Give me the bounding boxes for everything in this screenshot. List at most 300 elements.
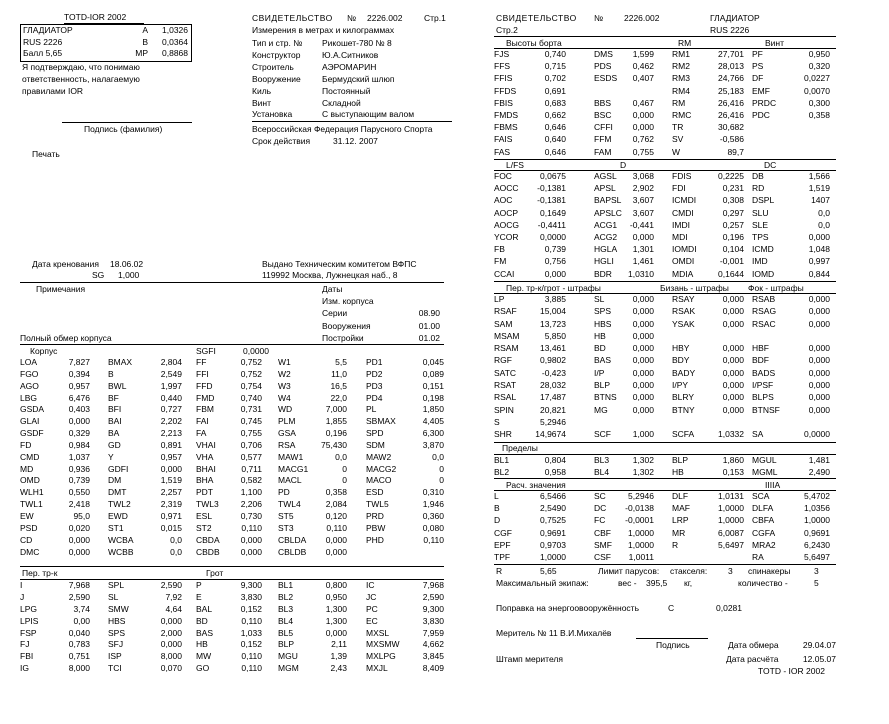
- param-code: BL3: [594, 455, 610, 465]
- measurer-name: Меритель № 11 В.И.Михалёв: [496, 628, 612, 638]
- param-value: 7,000: [325, 404, 347, 415]
- param-code: FC: [594, 515, 606, 526]
- param-value: 1,0000: [718, 515, 744, 526]
- r-row-item: 3: [728, 566, 733, 576]
- param-value: 1,0131: [718, 491, 744, 501]
- param-value: -0,4411: [537, 219, 566, 230]
- param-code: BBS: [594, 97, 612, 108]
- param-code: EW: [20, 510, 34, 521]
- param-code: SMF: [594, 539, 612, 550]
- param-value: 0,000: [632, 318, 654, 329]
- param-value: 15,004: [540, 306, 566, 317]
- param-value: 0,745: [240, 416, 262, 427]
- param-code: TWL4: [278, 499, 301, 510]
- param-code: JC: [366, 591, 377, 602]
- measurer-sign-line: [636, 638, 708, 639]
- param-code: Y: [108, 451, 114, 462]
- param-code: MXJL: [366, 663, 388, 674]
- param-code: I/P: [594, 367, 605, 378]
- param-value: 2,084: [325, 499, 347, 510]
- careen-label: Дата кренования: [32, 259, 99, 269]
- param-code: FFD: [196, 380, 213, 391]
- param-code: HB: [672, 466, 684, 477]
- param-value: 0,198: [422, 392, 444, 403]
- param-code: I/PSF: [752, 380, 774, 391]
- param-value: 0,958: [544, 466, 566, 477]
- info-value: С выступающим валом: [322, 109, 415, 120]
- box-code: A: [142, 25, 148, 35]
- param-code: BFI: [108, 404, 122, 415]
- sg-value: 1,000: [118, 270, 140, 280]
- param-code: BADS: [752, 367, 776, 378]
- param-value: 0,755: [632, 146, 654, 157]
- param-code: MACG1: [278, 463, 309, 474]
- param-value: 0,000: [722, 355, 744, 366]
- param-code: FMD: [196, 392, 215, 403]
- param-value: 0,000: [808, 392, 830, 403]
- param-code: MXSL: [366, 627, 390, 638]
- param-value: 0,646: [544, 122, 566, 133]
- param-value: 1,302: [632, 455, 654, 465]
- param-value: 13,723: [540, 318, 566, 329]
- param-code: CBDA: [196, 534, 220, 545]
- date-value: 08.90: [418, 308, 440, 318]
- param-code: FFIS: [494, 73, 513, 84]
- param-code: MACL: [278, 475, 302, 486]
- sgfi-label: SGFI: [196, 346, 216, 356]
- param-value: 0,000: [808, 231, 830, 242]
- param-value: 0,844: [808, 268, 830, 279]
- d-label: D: [620, 160, 627, 170]
- param-code: LP: [494, 294, 505, 304]
- param-value: 2,804: [160, 357, 182, 367]
- param-code: IMDI: [672, 219, 690, 230]
- param-code: CGF: [494, 527, 512, 538]
- param-value: 0,151: [422, 380, 444, 391]
- param-value: 1,300: [325, 603, 347, 614]
- param-code: BL4: [278, 615, 294, 626]
- param-code: DF: [752, 73, 764, 84]
- param-value: 0,984: [68, 439, 90, 450]
- full-measure-label: Полный обмер корпуса: [20, 333, 112, 343]
- param-code: MAW2: [366, 451, 392, 462]
- param-value: 0,971: [160, 510, 182, 521]
- param-value: 0,702: [544, 73, 566, 84]
- param-code: FFI: [196, 368, 209, 379]
- param-code: AOCG: [494, 219, 520, 230]
- param-value: 26,416: [718, 97, 744, 108]
- param-code: PD1: [366, 357, 383, 367]
- param-value: 1,599: [632, 49, 654, 59]
- param-value: 0,9691: [804, 527, 830, 538]
- param-value: 7,959: [422, 627, 444, 638]
- param-value: 0,727: [160, 404, 182, 415]
- date-label: Серии: [322, 308, 348, 318]
- param-value: 1,100: [240, 487, 262, 498]
- param-code: LOA: [20, 357, 38, 367]
- info-value: Ю.А.Ситников: [322, 49, 379, 60]
- grot-label: Грот: [206, 568, 224, 578]
- param-code: GSDA: [20, 404, 45, 415]
- param-value: 0,000: [325, 627, 347, 638]
- param-code: FAIS: [494, 134, 513, 145]
- param-value: 0,950: [808, 49, 830, 59]
- param-code: RSAM: [494, 343, 519, 354]
- pen-head-3: Фок - штрафы: [748, 283, 804, 293]
- param-code: DMS: [594, 49, 613, 59]
- param-value: 1,000: [632, 429, 654, 440]
- param-value: 1,0000: [718, 503, 744, 514]
- param-value: 0,646: [544, 146, 566, 157]
- param-value: 0,739: [544, 244, 566, 255]
- param-code: R: [672, 539, 679, 550]
- param-code: W1: [278, 357, 291, 367]
- issuer-address: 119992 Москва, Лужнецкая наб., 8: [262, 270, 398, 280]
- param-value: 0,000: [632, 109, 654, 120]
- param-value: 3,607: [632, 195, 654, 206]
- param-code: BADY: [672, 367, 696, 378]
- param-value: 0,110: [423, 534, 444, 545]
- param-code: SDM: [366, 439, 385, 450]
- param-value: 0,000: [808, 404, 830, 415]
- param-value: 0,467: [632, 97, 654, 108]
- param-code: BL5: [278, 627, 294, 638]
- param-code: DLF: [672, 491, 689, 501]
- param-value: 25,183: [718, 85, 744, 96]
- param-value: 0: [439, 463, 444, 474]
- param-value: 11,0: [331, 368, 347, 379]
- calc-label: Расч. значения: [506, 480, 566, 490]
- pen-head-2: Бизань - штрафы: [660, 283, 729, 293]
- param-value: 0,462: [632, 61, 654, 72]
- param-code: AGSL: [594, 171, 617, 181]
- param-code: MXSMW: [366, 639, 400, 650]
- param-value: 1,048: [808, 244, 830, 255]
- param-code: B: [108, 368, 114, 379]
- pledge-line: правилами IOR: [22, 86, 84, 96]
- param-value: 0,000: [160, 615, 182, 626]
- param-code: PLM: [278, 416, 296, 427]
- param-value: 0: [439, 475, 444, 486]
- param-value: 0,358: [808, 109, 830, 120]
- param-value: 1,997: [160, 380, 182, 391]
- param-value: 3,830: [422, 615, 444, 626]
- info-value: Бермудский шлюп: [322, 73, 395, 84]
- param-code: FF: [196, 357, 207, 367]
- param-value: 2,902: [632, 183, 654, 194]
- param-code: RA: [752, 551, 764, 562]
- stamp-label: Штамп мерителя: [496, 654, 563, 664]
- param-code: ISP: [108, 651, 122, 662]
- param-code: APSL: [594, 183, 616, 194]
- param-value: 1,0011: [628, 551, 654, 562]
- signature-line: [62, 122, 192, 123]
- param-value: 0,740: [544, 49, 566, 59]
- param-code: BL2: [278, 591, 294, 602]
- param-code: RM: [672, 97, 686, 108]
- param-value: 0,152: [240, 639, 262, 650]
- energy-label: Поправка на энергоовооружённость: [496, 603, 639, 613]
- param-value: 13,461: [540, 343, 566, 354]
- param-value: 1,301: [632, 244, 654, 255]
- calc-divider: [494, 478, 836, 479]
- param-code: ACG1: [594, 219, 618, 230]
- param-code: FSP: [20, 627, 37, 638]
- param-value: 1,0332: [718, 429, 744, 440]
- valid-label: Срок действия: [252, 136, 311, 146]
- param-value: 0,320: [808, 61, 830, 72]
- param-value: 0,730: [240, 510, 262, 521]
- param-code: BMAX: [108, 357, 133, 367]
- info-label: Вооружение: [252, 73, 301, 84]
- param-code: BD: [594, 343, 606, 354]
- param-value: 8,409: [422, 663, 444, 674]
- param-value: 0,000: [722, 343, 744, 354]
- param-value: 7,827: [68, 357, 90, 367]
- param-value: 1,300: [325, 615, 347, 626]
- param-code: BWL: [108, 380, 127, 391]
- param-code: SLE: [752, 219, 769, 230]
- param-code: RSA: [278, 439, 296, 450]
- param-code: SATC: [494, 367, 517, 378]
- param-value: 2,418: [68, 499, 90, 510]
- param-value: -0,1381: [537, 195, 566, 206]
- param-code: W4: [278, 392, 291, 403]
- param-value: -0,586: [719, 134, 744, 145]
- param-value: 0,045: [422, 357, 444, 367]
- param-value: 0,000: [68, 546, 90, 557]
- param-value: 0,000: [632, 392, 654, 403]
- param-value: 24,766: [718, 73, 744, 84]
- param-code: BL1: [278, 580, 294, 590]
- param-code: RM4: [672, 85, 690, 96]
- param-value: 0,394: [68, 368, 90, 379]
- param-value: 0,755: [240, 428, 262, 439]
- param-value: 0,550: [68, 487, 90, 498]
- param-code: SL: [594, 294, 605, 304]
- param-value: 0,0: [335, 451, 347, 462]
- param-value: 27,701: [718, 49, 744, 59]
- pen-head-1: Пер. тр-к/грот - штрафы: [506, 283, 601, 293]
- cert-number: 2226.002: [367, 13, 403, 23]
- crew-row-item: 5: [814, 578, 819, 588]
- param-value: 2,000: [160, 627, 182, 638]
- param-code: RSAB: [752, 294, 776, 304]
- param-value: 0,000: [68, 416, 90, 427]
- param-code: PL: [366, 404, 377, 415]
- param-value: 0,000: [632, 380, 654, 391]
- param-code: PC: [366, 603, 378, 614]
- param-value: 0,110: [241, 651, 262, 662]
- param-value: 0,2225: [718, 171, 744, 181]
- r-row-item: стакселя:: [670, 566, 708, 576]
- param-value: 2,549: [160, 368, 182, 379]
- param-value: 2,213: [160, 428, 182, 439]
- param-code: HBF: [752, 343, 769, 354]
- param-code: RSAT: [494, 380, 517, 391]
- info-label: Конструктор: [252, 49, 301, 60]
- param-value: 0,407: [632, 73, 654, 84]
- calc-date-label: Дата расчёта: [726, 654, 779, 664]
- param-code: IG: [20, 663, 29, 674]
- param-code: MGML: [752, 466, 778, 477]
- param-value: 6,5466: [540, 491, 566, 501]
- param-code: ST5: [278, 510, 294, 521]
- param-code: EMF: [752, 85, 770, 96]
- param-value: 0,706: [240, 439, 262, 450]
- param-value: 5,4702: [804, 491, 830, 501]
- r-row-item: 3: [814, 566, 819, 576]
- param-code: DMT: [108, 487, 127, 498]
- param-value: 0,196: [722, 231, 744, 242]
- param-value: -0,0138: [625, 503, 654, 514]
- param-value: 0: [342, 463, 347, 474]
- param-value: 0,089: [422, 368, 444, 379]
- param-code: WD: [278, 404, 293, 415]
- param-code: RSAF: [494, 306, 517, 317]
- r-row-item: R: [496, 566, 503, 576]
- param-code: CCAI: [494, 268, 515, 279]
- param-code: MSAM: [494, 330, 520, 341]
- param-value: 1,0000: [804, 515, 830, 526]
- param-value: 6,476: [68, 392, 90, 403]
- param-code: TR: [672, 122, 684, 133]
- param-value: 2,11: [331, 639, 347, 650]
- param-code: AGO: [20, 380, 39, 391]
- param-value: 2,590: [422, 591, 444, 602]
- param-value: 0,000: [722, 367, 744, 378]
- param-code: SA: [752, 429, 764, 440]
- param-code: S: [494, 416, 500, 427]
- param-code: LBG: [20, 392, 38, 403]
- param-code: SPL: [108, 580, 125, 590]
- param-value: 0,683: [544, 97, 566, 108]
- param-code: SLU: [752, 207, 769, 218]
- param-code: W3: [278, 380, 291, 391]
- param-code: RSAG: [752, 306, 777, 317]
- hull-divider: [20, 344, 444, 345]
- param-value: 0,000: [808, 380, 830, 391]
- param-value: 0,0: [818, 219, 830, 230]
- energy-value: 0,0281: [716, 603, 742, 613]
- param-code: BSC: [594, 109, 612, 120]
- param-code: CGFA: [752, 527, 776, 538]
- param-value: 28,013: [718, 61, 744, 72]
- param-value: 9,300: [240, 580, 262, 590]
- param-code: RSAL: [494, 392, 517, 403]
- param-value: 0,715: [544, 61, 566, 72]
- param-code: CD: [20, 534, 33, 545]
- param-value: 0,196: [325, 428, 347, 439]
- param-code: EWD: [108, 510, 128, 521]
- param-value: 0,1644: [718, 268, 744, 279]
- param-code: FMDS: [494, 109, 519, 120]
- param-value: 0,0000: [804, 429, 830, 440]
- param-code: FBI: [20, 651, 34, 662]
- param-code: SC: [594, 491, 606, 501]
- param-code: HB: [196, 639, 208, 650]
- measure-date: 29.04.07: [802, 640, 836, 650]
- param-code: DC: [594, 503, 607, 514]
- param-code: DB: [752, 171, 764, 181]
- param-code: FM: [494, 256, 507, 267]
- param-code: TWL5: [366, 499, 389, 510]
- param-code: E: [196, 591, 202, 602]
- param-code: SV: [672, 134, 684, 145]
- param-code: MD: [20, 463, 34, 474]
- param-value: 0,957: [68, 380, 90, 391]
- param-code: BA: [108, 428, 120, 439]
- crew-row-item: вес -: [618, 578, 637, 588]
- param-value: 0,000: [722, 380, 744, 391]
- param-value: 0,000: [68, 534, 90, 545]
- param-code: MAF: [672, 503, 690, 514]
- param-code: RSAK: [672, 306, 696, 317]
- param-value: 0,9691: [540, 527, 566, 538]
- param-value: 0,104: [722, 244, 744, 255]
- param-value: 2,202: [160, 416, 182, 427]
- param-code: ST3: [278, 522, 294, 533]
- date-label: Вооружения: [322, 320, 371, 331]
- param-value: 0,000: [808, 355, 830, 366]
- param-code: AOCC: [494, 183, 519, 194]
- param-value: 0,440: [160, 392, 182, 403]
- param-code: FAI: [196, 416, 209, 427]
- param-value: 0,000: [722, 392, 744, 403]
- r-divider: [494, 564, 836, 565]
- param-value: 5,2946: [540, 416, 566, 427]
- rig-divider: [20, 566, 444, 567]
- box-code: MP: [135, 48, 148, 58]
- date-value: 01.00: [418, 320, 440, 331]
- param-code: GLAI: [20, 416, 40, 427]
- param-value: 9,300: [422, 603, 444, 614]
- param-code: BAS: [196, 627, 214, 638]
- param-code: SHR: [494, 429, 512, 440]
- param-code: TPF: [494, 551, 511, 562]
- param-value: 1,946: [422, 499, 444, 510]
- param-value: 0,153: [722, 466, 744, 477]
- shha-label: IIIIA: [765, 480, 781, 490]
- param-code: MGM: [278, 663, 299, 674]
- param-code: BL1: [494, 455, 510, 465]
- param-value: 0,00: [73, 615, 90, 626]
- param-value: 1,033: [240, 627, 262, 638]
- info-label: Установка: [252, 109, 293, 120]
- param-code: AOC: [494, 195, 513, 206]
- info-label: Строитель: [252, 61, 294, 72]
- param-value: 0,691: [544, 85, 566, 96]
- sail-number-2: RUS 2226: [710, 25, 750, 35]
- param-code: HBS: [108, 615, 126, 626]
- param-value: 5,6497: [718, 539, 744, 550]
- param-value: 1,302: [632, 466, 654, 477]
- param-code: PHD: [366, 534, 384, 545]
- rig-label: Пер. тр-к: [22, 568, 58, 578]
- param-code: BHA: [196, 475, 214, 486]
- r-row-item: 5,65: [540, 566, 557, 576]
- limits-label: Пределы: [502, 443, 538, 453]
- param-code: PF: [752, 49, 763, 59]
- param-value: 1,566: [808, 171, 830, 181]
- param-value: 2,206: [240, 499, 262, 510]
- param-code: PD2: [366, 368, 383, 379]
- param-value: 0,231: [722, 183, 744, 194]
- r-row-item: Лимит парусов:: [598, 566, 660, 576]
- crew-row-item: кг,: [684, 578, 693, 588]
- param-code: FOC: [494, 171, 512, 181]
- param-code: ESL: [196, 510, 213, 521]
